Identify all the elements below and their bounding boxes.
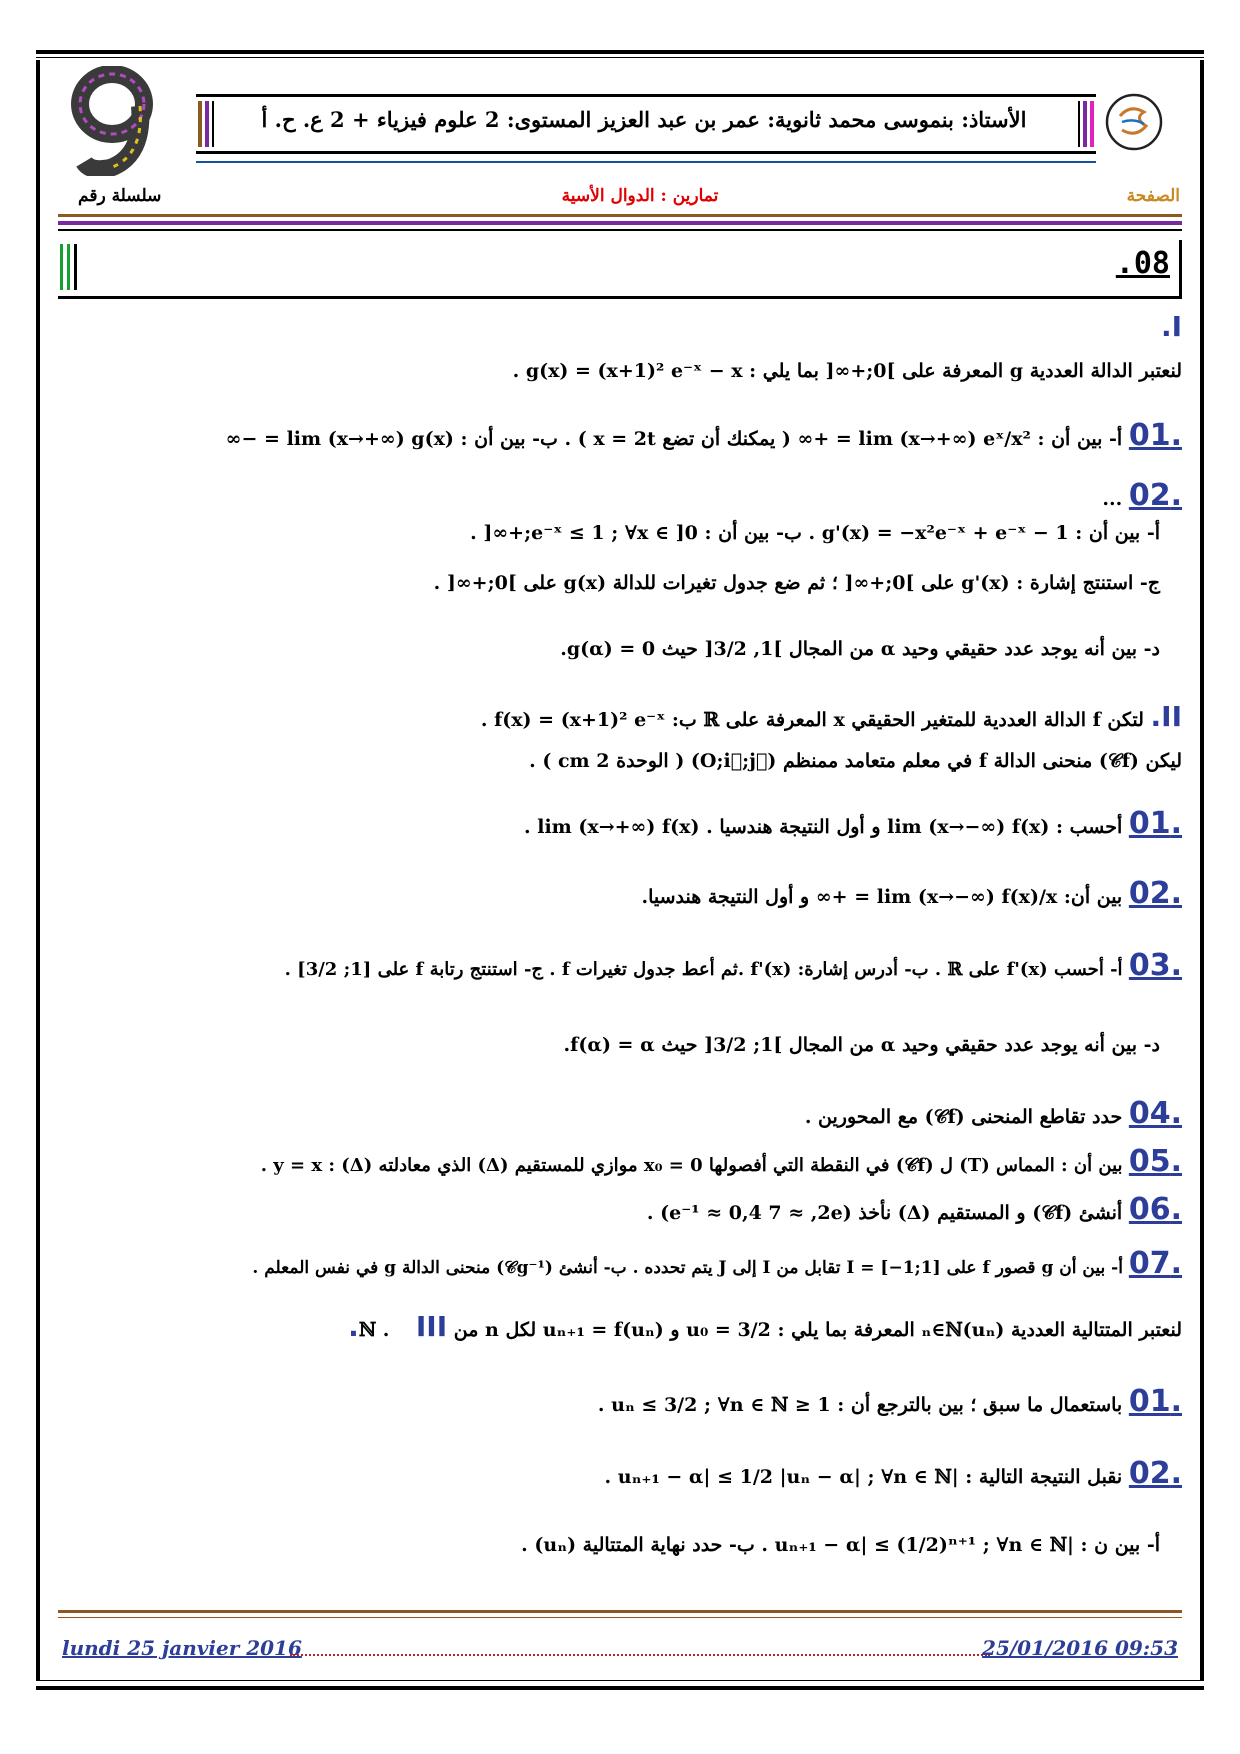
bottom-rule-2 xyxy=(36,1686,1204,1690)
part2-q01 xyxy=(80,806,1182,841)
question-number: .06 xyxy=(1128,1192,1182,1227)
part3-intro: لنعتبر المتتالية العددية (uₙ)ₙ∈ℕ المعرفة بما يلي : u₀ = 3/2 و uₙ₊₁ = f(uₙ) لكل n من ℕ . III. xyxy=(348,1310,1182,1343)
part1-q02 xyxy=(80,478,1182,513)
question-text: أ- بين أن g قصور f على I = [−1;1] تقابل من I إلى J يتم تحدده . ب- أنشئ (𝒞g⁻¹) منحنى الدالة g في نفس المعلم . xyxy=(252,1258,1123,1278)
part2-q06 xyxy=(80,1192,1182,1227)
footer-date-left: lundi 25 janvier 2016 xyxy=(62,1636,302,1660)
green-bars xyxy=(60,244,80,290)
footer-dotted-line xyxy=(290,1654,990,1656)
question-number: .01 xyxy=(1128,418,1182,453)
series-number-logo xyxy=(60,66,160,176)
part1-intro: لنعتبر الدالة العددية g المعرفة على ]0;+∞[ بما يلي : g(x) = (x+1)² e⁻ˣ − x . xyxy=(512,360,1182,382)
separator-bands xyxy=(58,214,1182,231)
question-text: حدد تقاطع المنحنى (𝒞f) مع المحورين . xyxy=(804,1106,1123,1128)
part2-q07 xyxy=(80,1246,1182,1281)
question-number: .01 xyxy=(1128,806,1182,841)
part2-q05 xyxy=(80,1144,1182,1179)
bottom-rule xyxy=(36,1680,1204,1681)
top-rule xyxy=(36,50,1204,54)
question-text: أحسب : lim (x→−∞) f(x) و أول النتيجة هندسيا . lim (x→+∞) f(x) . xyxy=(524,816,1123,838)
part2-curve: ليكن (𝒞f) منحنى الدالة f في معلم متعامد ممنظم (O;i⃗;j⃗) ( الوحدة 2 cm ) . xyxy=(529,750,1182,772)
question-text: أ- أحسب f'(x) على ℝ . ب- أدرس إشارة: f'(x) .ثم أعط جدول تغيرات f . ج- استنتج رتابة f على [1; 3/2] . xyxy=(284,959,1123,980)
page-label: الصفحة xyxy=(1126,186,1180,206)
header-title: الأستاذ: بنموسى محمد ثانوية: عمر بن عبد العزيز المستوى: 2 علوم فيزياء + 2 ع. ح. أ xyxy=(261,107,1027,132)
page-frame xyxy=(36,60,1204,1680)
part1-q01 xyxy=(80,418,1182,453)
top-rule-2 xyxy=(36,57,1204,58)
part2-q03 xyxy=(80,948,1182,983)
header-right-bars xyxy=(1066,101,1096,147)
topic-title: تمارين : الدوال الأسية xyxy=(561,186,719,206)
header-left-bars xyxy=(196,101,226,147)
header-underline-blue xyxy=(196,161,1096,163)
question-number: .04 xyxy=(1128,1096,1182,1131)
series-label: سلسلة رقم xyxy=(78,186,162,206)
question-text: باستعمال ما سبق ؛ بين بالترجع أن : 1 ≤ uₙ ≤ 3/2 ; ∀n ∈ ℕ . xyxy=(597,1394,1123,1416)
question-number: .01 xyxy=(1128,1384,1182,1419)
part2-q02 xyxy=(80,876,1182,911)
series-ref-box xyxy=(58,240,1182,299)
question-number: .03 xyxy=(1128,948,1182,983)
part2-q03d: د- بين أنه يوجد عدد حقيقي وحيد α من المجال ]1; 3/2[ حيث f(α) = α. xyxy=(563,1034,1160,1056)
part2-intro: II. لتكن f الدالة العددية للمتغير الحقيقي x المعرفة على ℝ ب: f(x) = (x+1)² e⁻ˣ . xyxy=(480,700,1182,733)
question-text: ... xyxy=(1102,488,1123,510)
question-text: نقبل النتيجة التالية : |uₙ₊₁ − α| ≤ 1/2 |uₙ − α| ; ∀n ∈ ℕ . xyxy=(604,1466,1123,1488)
question-number: .07 xyxy=(1128,1246,1182,1281)
part2-q04 xyxy=(80,1096,1182,1131)
header-box xyxy=(196,94,1096,154)
part3-q02a: أ- بين ن : |uₙ₊₁ − α| ≤ (1/2)ⁿ⁺¹ ; ∀n ∈ ℕ . ب- حدد نهاية المتتالية (uₙ) . xyxy=(521,1534,1160,1556)
part1-q02a: أ- بين أن : g'(x) = −x²e⁻ˣ + e⁻ˣ − 1 . ب- بين أن : e⁻ˣ ≤ 1 ; ∀x ∈ ]0;+∞[ . xyxy=(470,522,1160,544)
part3-q02 xyxy=(80,1456,1182,1491)
question-number: .02 xyxy=(1128,1456,1182,1491)
question-text: أ- بين أن : lim (x→+∞) eˣ/x² = +∞ ( يمكنك أن تضع x = 2t ) . ب- بين أن : lim (x→+∞) g(x) = −∞ xyxy=(225,428,1123,450)
question-number: .05 xyxy=(1128,1144,1182,1179)
question-text: أنشئ (𝒞f) و المستقيم (Δ) نأخذ (e⁻¹ ≈ 0,4 7 ≈ ,2e) . xyxy=(646,1202,1123,1224)
part1-roman: I. xyxy=(1160,310,1182,343)
ref-side-bar xyxy=(1179,240,1182,296)
part1-q02c: ج- استنتج إشارة : g'(x) على ]0;+∞[ ؛ ثم ضع جدول تغيرات للدالة g(x) على ]0;+∞[ . xyxy=(433,572,1160,594)
part3-q01 xyxy=(80,1384,1182,1419)
question-text: بين أن : المماس (T) ل (𝒞f) في النقطة التي أفصولها x₀ = 0 موازي للمستقيم (Δ) الذي معادلته y = x : (Δ) . xyxy=(260,1155,1123,1176)
question-text: بين أن: lim (x→−∞) f(x)/x = +∞ و أول النتيجة هندسيا. xyxy=(641,886,1123,908)
school-logo xyxy=(1104,92,1164,152)
question-number: .02 xyxy=(1128,876,1182,911)
part1-q02d: د- بين أنه يوجد عدد حقيقي وحيد α من المجال ]1, 3/2[ حيث g(α) = 0. xyxy=(560,638,1160,660)
question-number: .02 xyxy=(1128,478,1182,513)
footer-date-right: 25/01/2016 09:53 xyxy=(982,1636,1178,1660)
footer-rules xyxy=(58,1610,1182,1618)
series-ref: .08 xyxy=(1115,246,1170,281)
